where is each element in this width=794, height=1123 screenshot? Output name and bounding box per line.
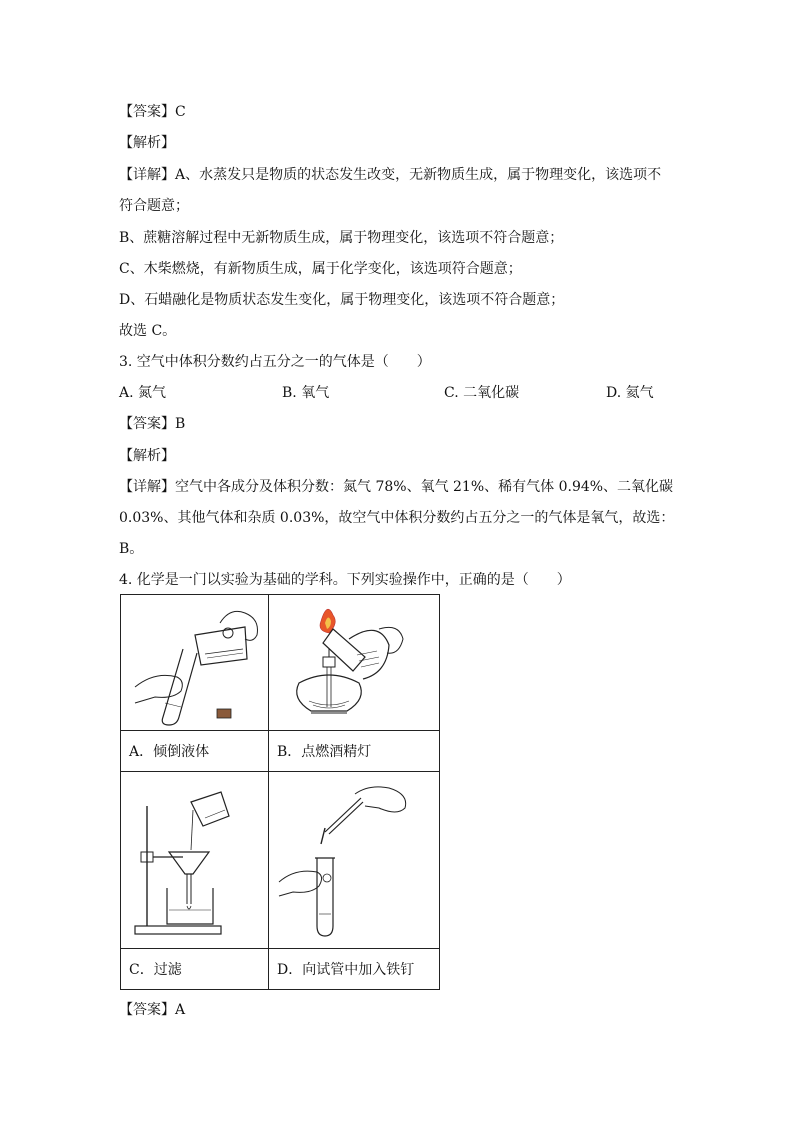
q3-detail-line-2: 0.03%、其他气体和杂质 0.03%，故空气中体积分数约占五分之一的气体是氧气，故选： bbox=[119, 510, 675, 526]
option-b-figure bbox=[269, 595, 440, 731]
option-c-caption: C．过滤 bbox=[121, 949, 269, 990]
pouring-liquid-illustration bbox=[125, 599, 265, 727]
q3-answer: 【答案】B bbox=[119, 416, 186, 432]
q3-analysis-title: 【解析】 bbox=[119, 448, 175, 464]
q4-stem: 4. 化学是一门以实验为基础的学科。下列实验操作中，正确的是（ ） bbox=[119, 572, 571, 588]
q2-detail-line-2: 符合题意； bbox=[119, 198, 189, 214]
q3-option-c: C. 二氧化碳 bbox=[444, 385, 520, 401]
q2-detail-b: B、蔗糖溶解过程中无新物质生成，属于物理变化，该选项不符合题意； bbox=[119, 230, 564, 246]
q2-conclusion: 故选 C。 bbox=[119, 323, 177, 339]
q3-stem: 3. 空气中体积分数约占五分之一的气体是（ ） bbox=[119, 354, 431, 370]
q2-detail-c: C、木柴燃烧，有新物质生成，属于化学变化，该选项符合题意； bbox=[119, 261, 522, 277]
option-d-figure bbox=[269, 772, 440, 949]
q4-answer: 【答案】A bbox=[119, 1002, 186, 1018]
q2-detail-line-1: 【详解】A、水蒸发只是物质的状态发生改变，无新物质生成，属于物理变化，该选项不 bbox=[119, 167, 662, 183]
filtration-illustration bbox=[125, 776, 265, 944]
option-b-caption: B．点燃酒精灯 bbox=[269, 731, 440, 772]
option-a-figure bbox=[121, 595, 269, 731]
adding-iron-nail-illustration bbox=[269, 776, 439, 944]
q3-option-a: A. 氮气 bbox=[119, 385, 167, 401]
option-c-figure bbox=[121, 772, 269, 949]
q3-option-b: B. 氧气 bbox=[282, 385, 330, 401]
q2-analysis-title: 【解析】 bbox=[119, 135, 175, 151]
q2-answer: 【答案】C bbox=[119, 104, 186, 120]
option-a-caption: A．倾倒液体 bbox=[121, 731, 269, 772]
q2-detail-d: D、石蜡融化是物质状态发生变化，属于物理变化，该选项不符合题意； bbox=[119, 292, 565, 308]
option-d-caption: D．向试管中加入铁钉 bbox=[269, 949, 440, 990]
q3-detail-line-1: 【详解】空气中各成分及体积分数：氮气 78%、氧气 21%、稀有气体 0.94%、二氧化碳 bbox=[119, 479, 674, 495]
alcohol-lamp-illustration bbox=[269, 599, 439, 727]
q4-option-table bbox=[120, 594, 440, 990]
q3-detail-line-3: B。 bbox=[119, 541, 144, 557]
q3-option-d: D. 氦气 bbox=[606, 385, 654, 401]
